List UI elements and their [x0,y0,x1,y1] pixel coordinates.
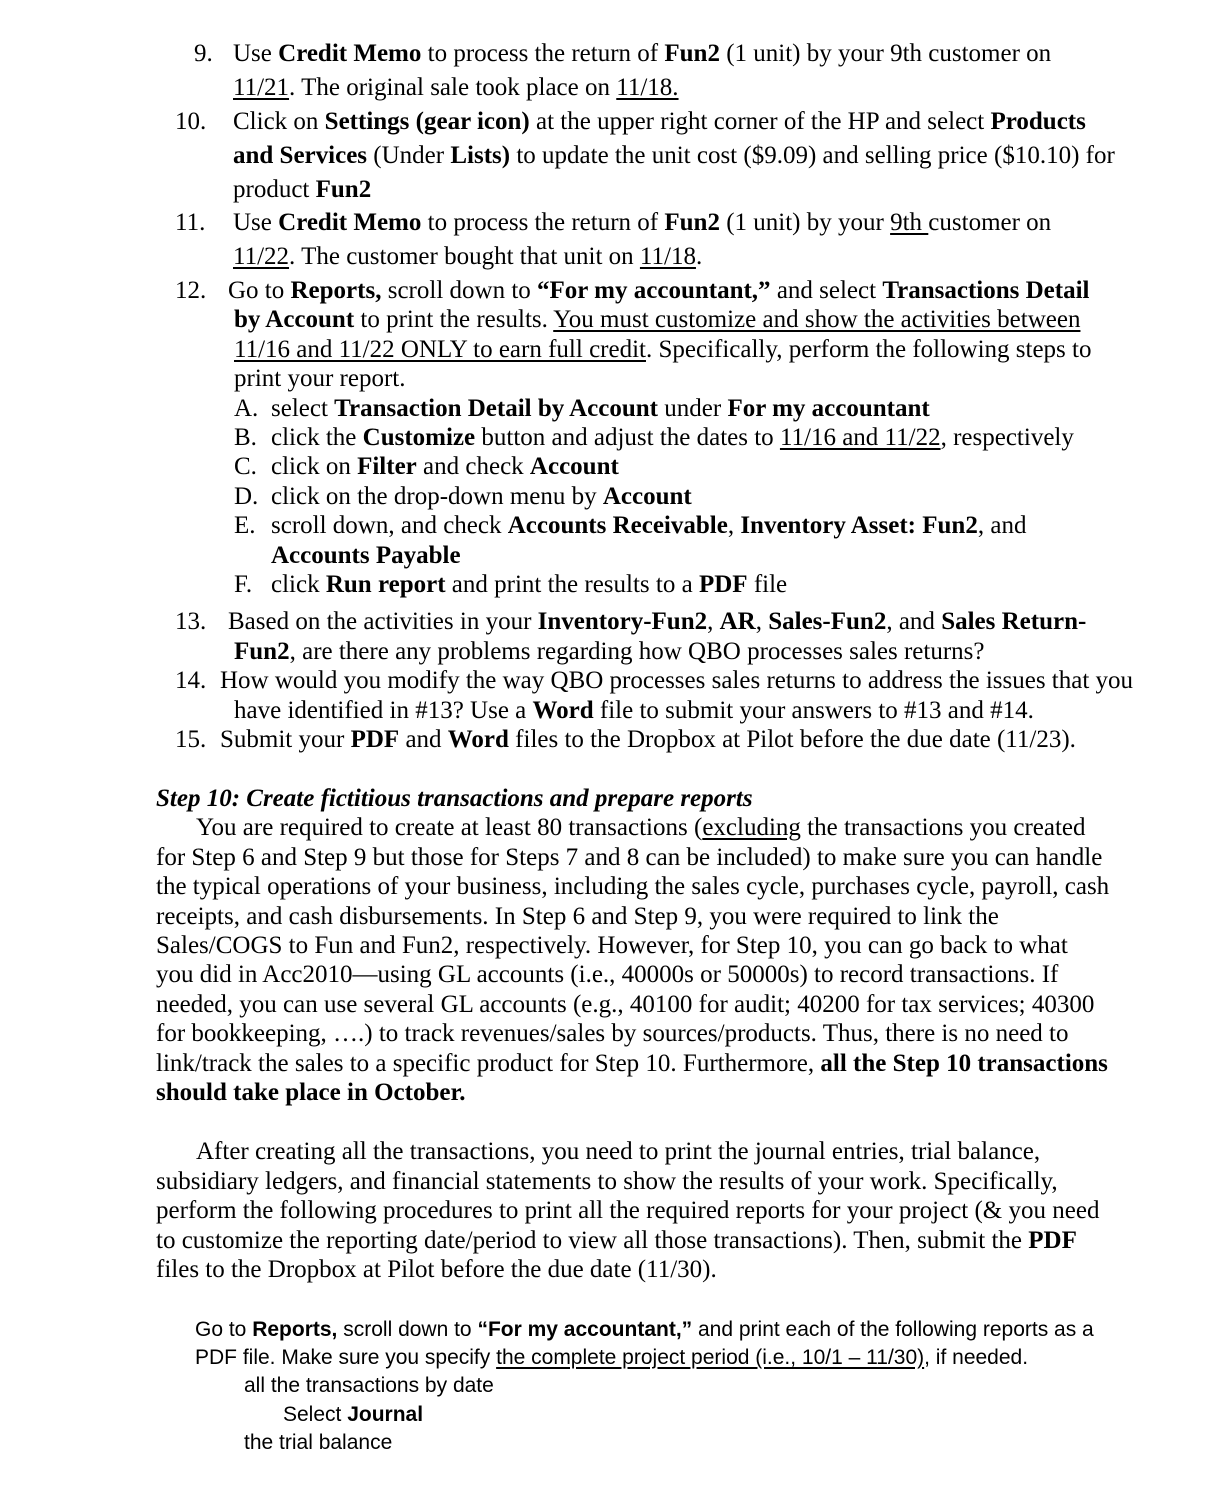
item-number: 14. [175,667,207,694]
item-number: 12. [175,277,207,304]
sub-step-letter: F. [234,571,253,598]
item-14-line-2: have identified in #13? Use a Word file to submit your answers to #13 and #14. [234,697,1034,724]
item-11-line-2: 11/22. The customer bought that unit on 11/18. [233,243,703,270]
sub-step-letter: D. [234,483,259,510]
paragraph-1-line: Sales/COGS to Fun and Fun2, respectively. However, for Step 10, you can go back to what [156,932,1068,959]
paragraph-2-line: subsidiary ledgers, and financial statements to show the results of your work. Specifically, [156,1168,1058,1195]
sub-step-f: click Run report and print the results to a PDF file [271,571,788,598]
sub-step-letter: C. [234,453,257,480]
sub-step-a: select Transaction Detail by Account under For my accountant [271,395,930,422]
reports-item: the trial balance [244,1431,393,1454]
item-number: 10. [175,108,207,135]
sub-step-letter: B. [234,424,257,451]
paragraph-2-line: files to the Dropbox at Pilot before the due date (11/30). [156,1256,717,1283]
paragraph-2-line: to customize the reporting date/period to view all those transactions). Then, submit the PDF [156,1227,1077,1254]
sub-step-e-continued: Accounts Payable [271,542,461,569]
item-10-line-1: Click on Settings (gear icon) at the upper right corner of the HP and select Products [233,108,1086,135]
paragraph-2-line: After creating all the transactions, you need to print the journal entries, trial balance, [196,1138,1041,1165]
sub-step-e: scroll down, and check Accounts Receivable, Inventory Asset: Fun2, and [271,512,1027,539]
item-13-line-1: Based on the activities in your Inventory-Fun2, AR, Sales-Fun2, and Sales Return- [228,608,1087,635]
reports-sub-item: Select Journal [283,1403,424,1426]
item-9-line-2: 11/21. The original sale took place on 11/18. [233,74,679,101]
sub-step-b: click the Customize button and adjust the dates to 11/16 and 11/22, respectively [271,424,1074,451]
item-15-line-1: Submit your PDF and Word files to the Dropbox at Pilot before the due date (11/23). [220,726,1076,753]
item-10-line-3: product Fun2 [233,176,372,203]
item-12-line-2: by Account to print the results. You must customize and show the activities between [234,306,1081,333]
item-12-line-4: print your report. [234,365,406,392]
reports-line-1: Go to Reports, scroll down to “For my accountant,” and print each of the following reports as a [195,1318,1094,1341]
sub-step-letter: E. [234,512,256,539]
item-number: 13. [175,608,207,635]
paragraph-1-line: the typical operations of your business, including the sales cycle, purchases cycle, payroll, cash [156,873,1110,900]
paragraph-2-line: perform the following procedures to print all the required reports for your project (& you need [156,1197,1100,1224]
reports-item: all the transactions by date [244,1374,494,1397]
paragraph-1-line: link/track the sales to a specific product for Step 10. Furthermore, all the Step 10 transactions [156,1050,1108,1077]
reports-line-2: PDF file. Make sure you specify the complete project period (i.e., 10/1 – 11/30), if needed. [195,1346,1029,1369]
paragraph-1-line: you did in Acc2010—using GL accounts (i.e., 40000s or 50000s) to record transactions. If [156,961,1059,988]
sub-step-c: click on Filter and check Account [271,453,619,480]
item-14-line-1: How would you modify the way QBO processes sales returns to address the issues that you [220,667,1134,694]
item-number: 15. [175,726,207,753]
sub-step-d: click on the drop-down menu by Account [271,483,692,510]
paragraph-1-line: for Step 6 and Step 9 but those for Steps 7 and 8 can be included) to make sure you can handle [156,844,1103,871]
paragraph-1-line: should take place in October. [156,1079,466,1106]
paragraph-1-line: needed, you can use several GL accounts (e.g., 40100 for audit; 40200 for tax services; 40300 [156,991,1095,1018]
item-9-line-1: Use Credit Memo to process the return of Fun2 (1 unit) by your 9th customer on [233,40,1052,67]
item-11-line-1: Use Credit Memo to process the return of Fun2 (1 unit) by your 9th customer on [233,209,1052,236]
paragraph-1-line: You are required to create at least 80 transactions (excluding the transactions you created [196,814,1086,841]
item-12-line-1: Go to Reports, scroll down to “For my accountant,” and select Transactions Detail [228,277,1090,304]
item-12-line-3: 11/16 and 11/22 ONLY to earn full credit. Specifically, perform the following steps to [234,336,1092,363]
paragraph-1-line: for bookkeeping, ….) to track revenues/sales by sources/products. Thus, there is no need to [156,1020,1069,1047]
section-heading: Step 10: Create fictitious transactions and prepare reports [156,785,753,812]
item-number: 9. [194,40,213,67]
sub-step-letter: A. [234,395,259,422]
item-number: 11. [175,209,206,236]
item-13-line-2: Fun2, are there any problems regarding how QBO processes sales returns? [234,638,985,665]
paragraph-1-line: receipts, and cash disbursements. In Step 6 and Step 9, you were required to link the [156,903,999,930]
item-10-line-2: and Services (Under Lists) to update the unit cost ($9.09) and selling price ($10.10) for [233,142,1115,169]
